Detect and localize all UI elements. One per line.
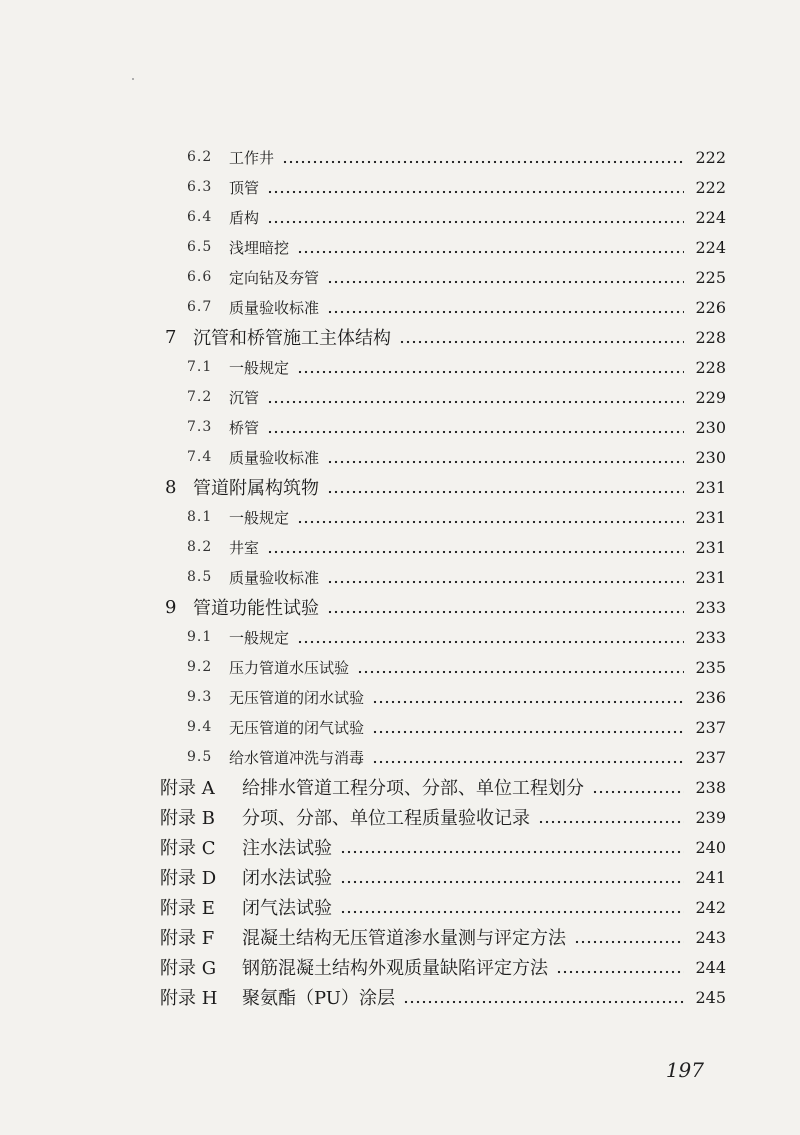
toc-entry-page: 235 (695, 657, 726, 677)
toc-entry[interactable] (0, 232, 800, 262)
dot-leader (592, 772, 684, 802)
toc-entry-page: 224 (695, 237, 726, 257)
dot-leader (399, 322, 684, 352)
toc-entry-page: 231 (695, 537, 726, 557)
toc-entry[interactable] (0, 442, 800, 472)
dot-leader (556, 952, 684, 982)
toc-entry[interactable] (0, 292, 800, 322)
toc-entry-number: 附录 B (160, 808, 215, 829)
toc-entry-title: 给排水管道工程分项、分部、单位工程划分 (242, 778, 584, 799)
toc-entry-page: 233 (695, 597, 726, 617)
dot-leader (267, 412, 684, 442)
dot-leader (297, 502, 684, 532)
dot-leader (372, 742, 684, 772)
toc-entry-number: 7.3 (187, 419, 213, 435)
toc-entry[interactable] (0, 802, 800, 832)
toc-entry-title: 定向钻及夯管 (229, 268, 320, 287)
toc-entry[interactable] (0, 832, 800, 862)
toc-entry-page: 230 (695, 417, 726, 437)
dot-leader (340, 832, 684, 862)
toc-entry-number: 附录 D (160, 868, 217, 889)
toc-entry-title: 质量验收标准 (229, 298, 320, 317)
page-number: 197 (665, 1058, 704, 1082)
toc-entry-title: 井室 (229, 538, 260, 557)
toc-entry-page: 242 (695, 897, 726, 917)
toc-entry[interactable] (0, 562, 800, 592)
toc-entry-title: 注水法试验 (242, 838, 332, 859)
toc-entry-number: 附录 C (160, 838, 216, 859)
toc-entry-title: 质量验收标准 (229, 568, 320, 587)
toc-entry-title: 无压管道的闭水试验 (229, 688, 365, 707)
toc-entry[interactable] (0, 472, 800, 502)
dot-leader (340, 862, 684, 892)
toc-entry-title: 闭水法试验 (242, 868, 332, 889)
toc-entry-page: 240 (695, 837, 726, 857)
toc-entry-number: 7.1 (187, 359, 213, 375)
toc-entry-number: 8 (165, 476, 177, 498)
toc-entry-page: 228 (695, 357, 726, 377)
toc-entry-page: 236 (695, 687, 726, 707)
dot-leader (574, 922, 684, 952)
toc-entry[interactable] (0, 862, 800, 892)
toc-entry[interactable] (0, 742, 800, 772)
toc-entry-title: 聚氨酯（PU）涂层 (242, 988, 395, 1009)
toc-entry-page: 228 (695, 327, 726, 347)
toc-entry[interactable] (0, 172, 800, 202)
toc-entry-title: 浅埋暗挖 (229, 238, 290, 257)
toc-entry-title: 分项、分部、单位工程质量验收记录 (242, 808, 530, 829)
toc-entry-page: 241 (695, 867, 726, 887)
dot-leader (297, 352, 684, 382)
toc-entry[interactable] (0, 892, 800, 922)
toc-entry-number: 9 (165, 596, 177, 618)
dot-leader (327, 562, 684, 592)
toc-entry[interactable] (0, 202, 800, 232)
scan-speck (132, 78, 134, 80)
toc-entry[interactable] (0, 652, 800, 682)
dot-leader (267, 172, 684, 202)
toc-entry-title: 管道附属构筑物 (193, 478, 319, 499)
dot-leader (282, 142, 684, 172)
toc-entry-title: 一般规定 (229, 358, 290, 377)
toc-entry-page: 238 (695, 777, 726, 797)
dot-leader (267, 382, 684, 412)
toc-entry-title: 盾构 (229, 208, 260, 227)
dot-leader (297, 622, 684, 652)
toc-entry-page: 239 (695, 807, 726, 827)
toc-entry-page: 226 (695, 297, 726, 317)
toc-entry-page: 222 (695, 177, 726, 197)
dot-leader (403, 982, 684, 1012)
toc-entry-number: 6.6 (187, 269, 213, 285)
toc-entry-title: 质量验收标准 (229, 448, 320, 467)
toc-entry[interactable] (0, 382, 800, 412)
dot-leader (267, 532, 684, 562)
toc-entry-title: 混凝土结构无压管道渗水量测与评定方法 (242, 928, 566, 949)
toc-entry-title: 工作井 (229, 148, 275, 167)
toc-entry-page: 243 (695, 927, 726, 947)
toc-entry[interactable] (0, 922, 800, 952)
toc-entry-number: 附录 F (160, 928, 215, 949)
toc-entry-page: 225 (695, 267, 726, 287)
toc-entry-title: 一般规定 (229, 508, 290, 527)
toc-entry-title: 沉管 (229, 388, 260, 407)
toc-entry[interactable] (0, 982, 800, 1012)
toc-entry[interactable] (0, 352, 800, 382)
toc-entry-number: 9.2 (187, 659, 213, 675)
toc-entry-page: 224 (695, 207, 726, 227)
toc-entry-page: 222 (695, 147, 726, 167)
toc-entry-page: 229 (695, 387, 726, 407)
toc-entry-title: 给水管道冲洗与消毒 (229, 748, 365, 767)
toc-entry-page: 230 (695, 447, 726, 467)
toc-entry-page: 231 (695, 507, 726, 527)
toc-entry-page: 231 (695, 477, 726, 497)
toc-entry-title: 管道功能性试验 (193, 598, 319, 619)
toc-entry-number: 6.3 (187, 179, 213, 195)
toc-entry[interactable] (0, 592, 800, 622)
toc-entry-number: 附录 G (160, 958, 217, 979)
toc-entry-number: 9.4 (187, 719, 213, 735)
toc-entry-page: 231 (695, 567, 726, 587)
toc-entry-title: 钢筋混凝土结构外观质量缺陷评定方法 (242, 958, 548, 979)
toc-entry[interactable] (0, 142, 800, 172)
toc-entry-page: 237 (695, 717, 726, 737)
dot-leader (327, 442, 684, 472)
dot-leader (372, 712, 684, 742)
toc-entry[interactable] (0, 772, 800, 802)
toc-entry-number: 7.4 (187, 449, 213, 465)
toc-entry-number: 附录 A (160, 778, 215, 799)
toc-entry[interactable] (0, 682, 800, 712)
toc-entry-title: 沉管和桥管施工主体结构 (193, 328, 391, 349)
toc-entry-number: 8.5 (187, 569, 213, 585)
dot-leader (340, 892, 684, 922)
toc-entry-title: 桥管 (229, 418, 260, 437)
toc-entry-number: 8.1 (187, 509, 213, 525)
toc-entry-number: 9.3 (187, 689, 213, 705)
toc-entry-number: 6.4 (187, 209, 213, 225)
toc-entry-page: 244 (695, 957, 726, 977)
dot-leader (327, 292, 684, 322)
toc-entry-number: 7.2 (187, 389, 213, 405)
toc-entry-title: 无压管道的闭气试验 (229, 718, 365, 737)
toc-entry[interactable] (0, 952, 800, 982)
toc-entry-number: 9.5 (187, 749, 213, 765)
toc-entry[interactable] (0, 502, 800, 532)
toc-entry[interactable] (0, 622, 800, 652)
toc-entry-number: 6.7 (187, 299, 213, 315)
toc-entry-number: 8.2 (187, 539, 213, 555)
toc-entry-number: 6.5 (187, 239, 213, 255)
dot-leader (267, 202, 684, 232)
dot-leader (327, 472, 684, 502)
dot-leader (327, 262, 684, 292)
toc-entry[interactable] (0, 712, 800, 742)
dot-leader (357, 652, 684, 682)
toc-entry-number: 7 (165, 326, 177, 348)
dot-leader (538, 802, 684, 832)
toc-entry-number: 9.1 (187, 629, 213, 645)
dot-leader (327, 592, 684, 622)
toc-entry-page: 233 (695, 627, 726, 647)
toc-entry-number: 附录 E (160, 898, 215, 919)
dot-leader (372, 682, 684, 712)
toc-entry-number: 附录 H (160, 988, 218, 1009)
toc-entry[interactable] (0, 532, 800, 562)
toc-entry-title: 一般规定 (229, 628, 290, 647)
toc-entry[interactable] (0, 322, 800, 352)
toc-entry[interactable] (0, 412, 800, 442)
dot-leader (297, 232, 684, 262)
toc-entry-page: 245 (695, 987, 726, 1007)
toc-entry-title: 闭气法试验 (242, 898, 332, 919)
toc-entry-page: 237 (695, 747, 726, 767)
toc-entry-number: 6.2 (187, 149, 213, 165)
toc-entry[interactable] (0, 262, 800, 292)
toc-entry-title: 顶管 (229, 178, 260, 197)
toc-entry-title: 压力管道水压试验 (229, 658, 350, 677)
